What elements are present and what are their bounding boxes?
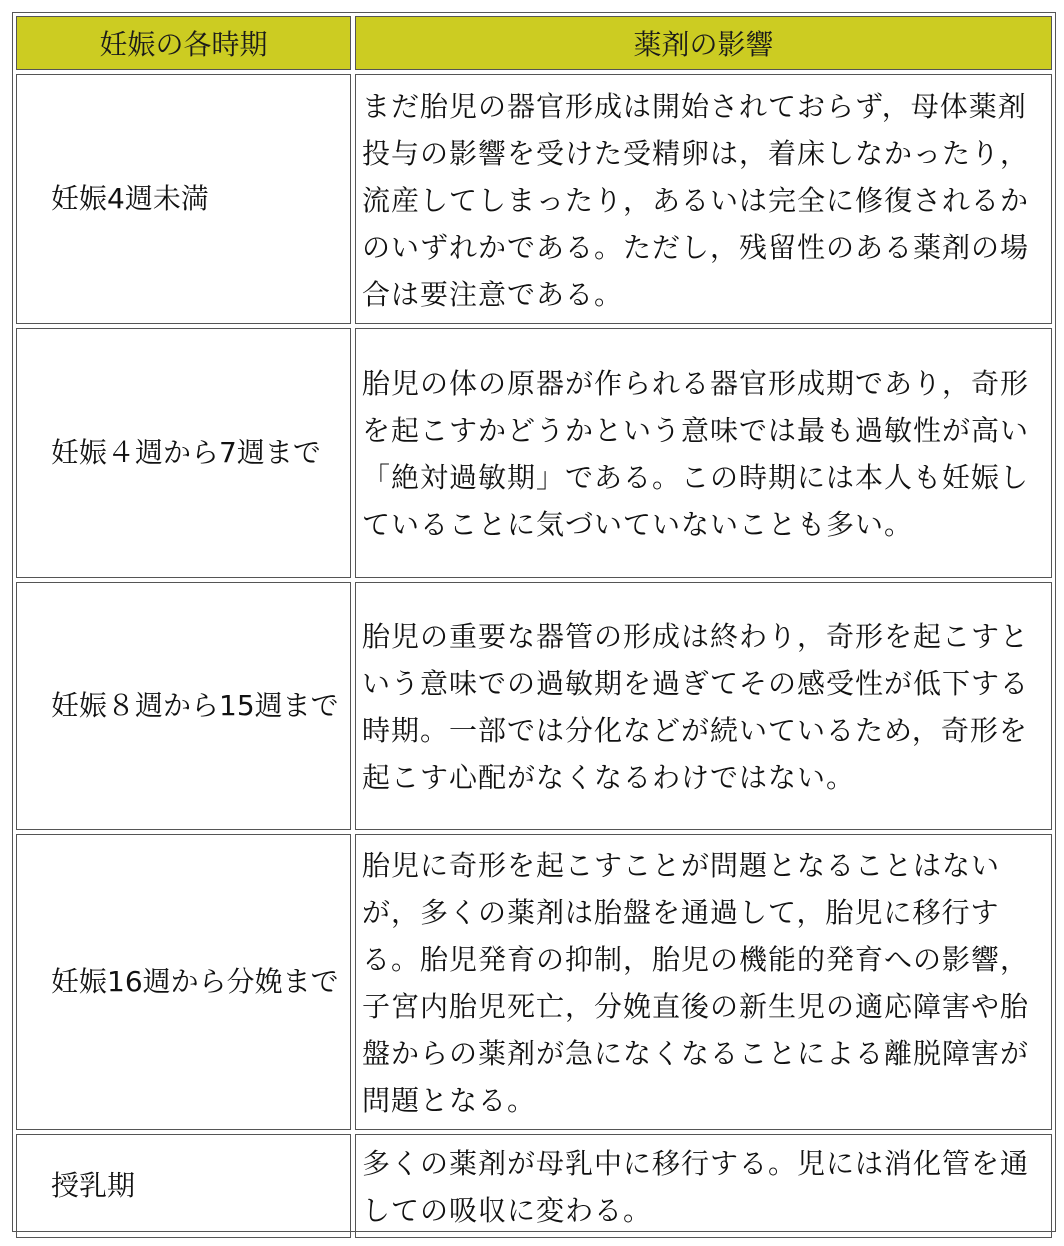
header-effect: 薬剤の影響 (355, 16, 1052, 70)
table-row (16, 582, 1052, 830)
effect-cell: 胎児の重要な器管の形成は終わり，奇形を起こすという意味での過敏期を過ぎてその感受性が低下する時期。一部では分化などが続いているため，奇形を起こす心配がなくなるわけではない。 (355, 582, 1052, 830)
period-text: 妊娠4週未満 (51, 182, 209, 215)
period-cell (16, 1134, 351, 1238)
table-row (16, 74, 1052, 324)
header-period: 妊娠の各時期 (16, 16, 351, 70)
period-text: 妊娠４週から7週まで (51, 436, 321, 469)
period-text: 授乳期 (51, 1169, 136, 1202)
period-text: 妊娠16週から分娩まで (51, 965, 339, 998)
pregnancy-drug-effect-table (12, 12, 1056, 1242)
period-cell (16, 834, 351, 1130)
effect-cell: 多くの薬剤が母乳中に移行する。児には消化管を通しての吸収に変わる。 (355, 1134, 1052, 1238)
table-frame (12, 12, 1056, 1232)
table-row (16, 1134, 1052, 1238)
effect-cell: まだ胎児の器官形成は開始されておらず，母体薬剤投与の影響を受けた受精卵は，着床しなかったり，流産してしまったり，あるいは完全に修復されるかのいずれかである。ただし，残留性のある薬剤の場合は要注意である。 (355, 74, 1052, 324)
period-cell (16, 74, 351, 324)
period-cell (16, 328, 351, 578)
period-cell (16, 582, 351, 830)
table-row (16, 328, 1052, 578)
table-header-row (16, 16, 1052, 70)
effect-cell: 胎児の体の原器が作られる器官形成期であり，奇形を起こすかどうかという意味では最も過敏性が高い「絶対過敏期」である。この時期には本人も妊娠していることに気づいていないことも多い。 (355, 328, 1052, 578)
table-row (16, 834, 1052, 1130)
effect-cell: 胎児に奇形を起こすことが問題となることはないが，多くの薬剤は胎盤を通過して，胎児に移行する。胎児発育の抑制，胎児の機能的発育への影響，子宮内胎児死亡，分娩直後の新生児の適応障害や胎盤からの薬剤が急になくなることによる離脱障害が問題となる。 (355, 834, 1052, 1130)
period-text: 妊娠８週から15週まで (51, 689, 339, 722)
